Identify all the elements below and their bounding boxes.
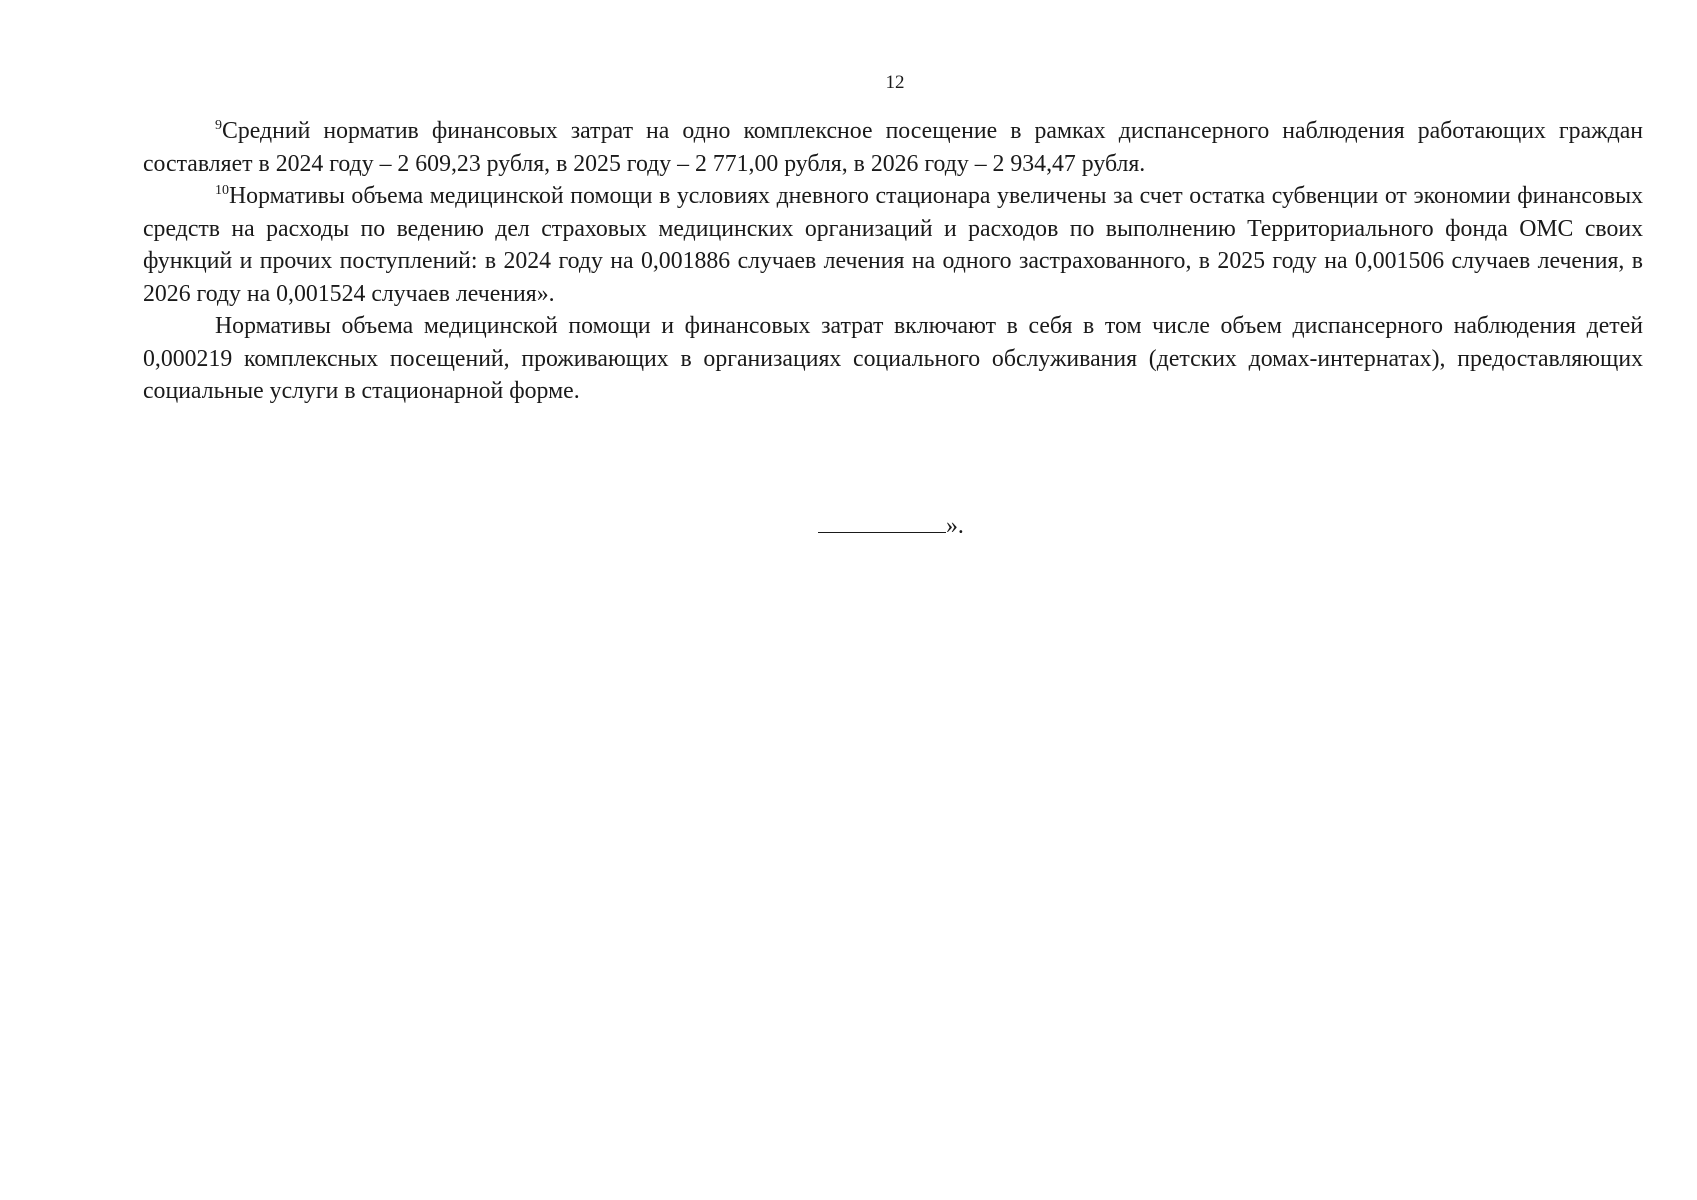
- footnote-marker: 10: [215, 183, 229, 198]
- closing-mark: [818, 508, 964, 542]
- closing-quote: ».: [946, 513, 964, 539]
- closing-underline: [818, 508, 946, 533]
- footnote-9: [143, 115, 1643, 180]
- footnote-text: Средний норматив финансовых затрат на одно комплексное посещение в рамках диспансерного наблюдения работающих граждан составляет в 2024 году – 2 609,23 рубля, в 2025 году – 2 771,00 рубля, в 2026 году – 2 934,47 рубля.: [143, 118, 1643, 177]
- footnote-marker: 9: [215, 118, 222, 133]
- body-paragraph: Нормативы объема медицинской помощи и финансовых затрат включают в себя в том числе объем диспансерного наблюдения детей 0,000219 комплексных посещений, проживающих в организациях социального обслуживания (детских домах-интернатах), предоставляющих социальные услуги в стационарной форме.: [143, 313, 1643, 404]
- document-body: [143, 115, 1643, 408]
- footnote-text: Нормативы объема медицинской помощи в условиях дневного стационара увеличены за счет остатка субвенции от экономии финансовых средств на расходы по ведению дел страховых медицинских организаций и расходов по выполнению Территориального фонда ОМС своих функций и прочих поступлений: в 2024 году на 0,001886 случаев лечения на одного застрахованного, в 2025 году на 0,001506 случаев лечения, в 2026 году на 0,001524 случаев лечения».: [143, 183, 1643, 307]
- page-number: 12: [885, 72, 905, 93]
- footnote-10: [143, 180, 1643, 310]
